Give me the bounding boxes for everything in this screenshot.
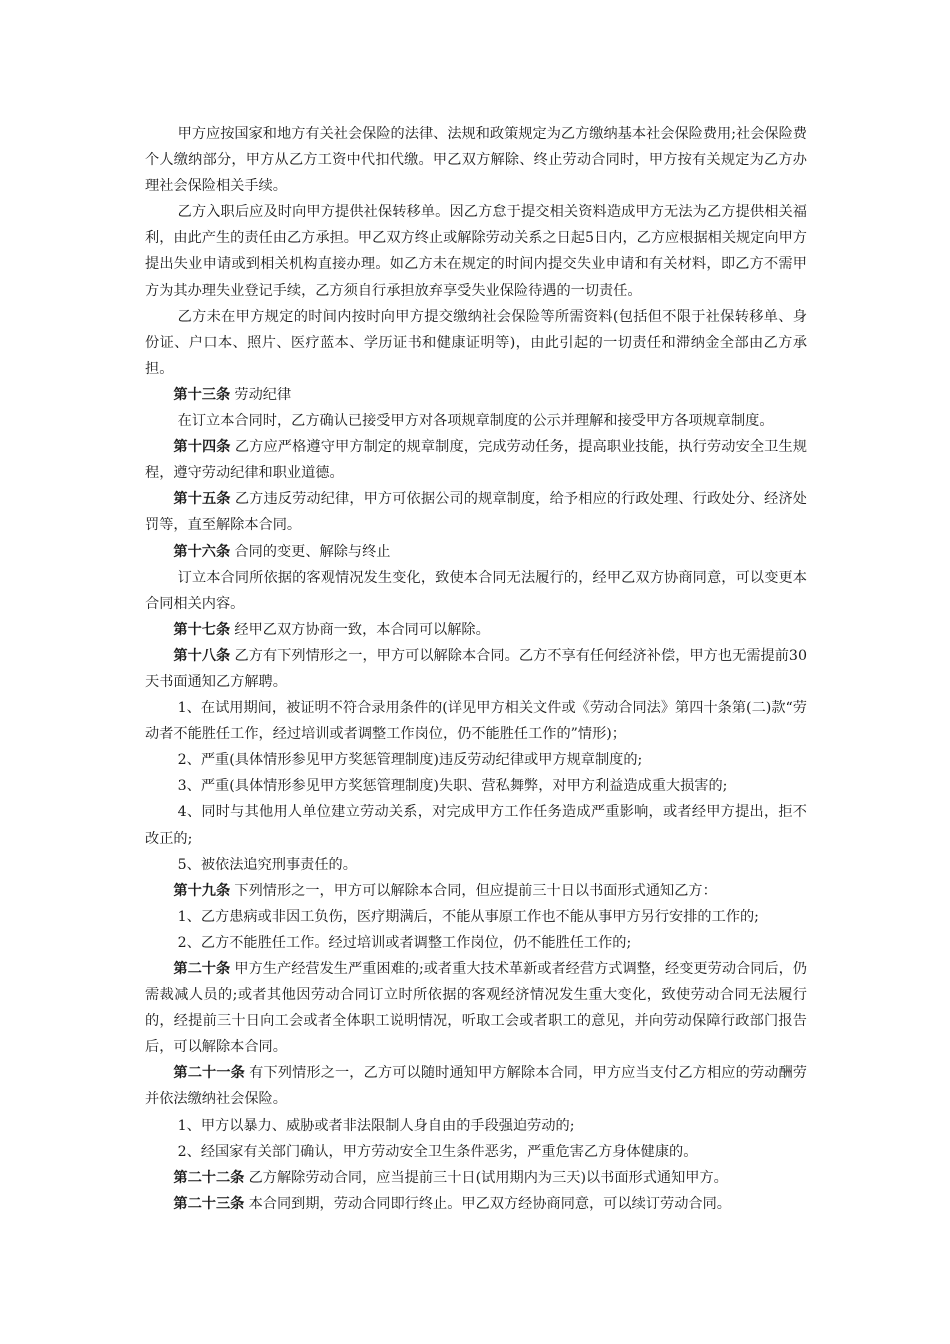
- paragraph-social-transfer: [145, 199, 807, 303]
- clause-heading: 第二十一条: [173, 1065, 245, 1082]
- clause-19: [145, 878, 807, 904]
- paragraph-text: 3、严重(具体情形参见甲方奖惩管理制度)失职、营私舞弊，对甲方利益造成重大损害的;: [177, 778, 728, 795]
- clause-heading: 第十五条: [173, 491, 231, 508]
- paragraph-text: 乙方入职后应及时向甲方提供社保转移单。因乙方怠于提交相关资料造成甲方无法为乙方提供相关福利，由此产生的责任由乙方承担。甲乙双方终止或解除劳动关系之日起5日内，乙方应根据相关规定向甲方提出失业申请或到相关机构直接办理。如乙方未在规定的时间内提交失业申请和有关材料，即乙方不需甲方为其办理失业登记手续，乙方须自行承担放弃享受失业保险待遇的一切责任。: [145, 204, 807, 299]
- paragraph-text: 乙方应严格遵守甲方制定的规章制度，完成劳动任务，提高职业技能，执行劳动安全卫生规程，遵守劳动纪律和职业道德。: [145, 439, 807, 482]
- clause-heading: 第十九条: [173, 882, 231, 899]
- clause-17: [145, 617, 807, 643]
- clause-21-item-1: [145, 1113, 807, 1139]
- paragraph-social-insurance: [145, 121, 807, 199]
- paragraph-text: 有下列情形之一，乙方可以随时通知甲方解除本合同，甲方应当支付乙方相应的劳动酬劳并依法缴纳社会保险。: [145, 1065, 807, 1108]
- paragraph-text: 经甲乙双方协商一致，本合同可以解除。: [234, 621, 490, 638]
- paragraph-text: 乙方违反劳动纪律，甲方可依据公司的规章制度，给予相应的行政处理、行政处分、经济处罚等，直至解除本合同。: [145, 491, 807, 534]
- clause-18-item-4: [145, 799, 807, 851]
- paragraph-text: 2、经国家有关部门确认，甲方劳动安全卫生条件恶劣，严重危害乙方身体健康的。: [177, 1143, 698, 1160]
- clause-18-item-3: [145, 773, 807, 799]
- clause-18-item-5: [145, 852, 807, 878]
- clause-13-title: [145, 382, 807, 408]
- paragraph-text: 劳动纪律: [234, 386, 292, 403]
- paragraph-text: 4、同时与其他用人单位建立劳动关系，对完成甲方工作任务造成严重影响，或者经甲方提出，拒不改正的;: [145, 804, 807, 847]
- clause-heading: 第十八条: [173, 647, 231, 664]
- clause-heading: 第二十二条: [173, 1169, 245, 1186]
- paragraph-text: 本合同到期，劳动合同即行终止。甲乙双方经协商同意，可以续订劳动合同。: [248, 1195, 731, 1212]
- paragraph-text: 甲方应按国家和地方有关社会保险的法律、法规和政策规定为乙方缴纳基本社会保险费用;社会保险费个人缴纳部分，甲方从乙方工资中代扣代缴。甲乙双方解除、终止劳动合同时，甲方按有关规定为乙方办理社会保险相关手续。: [145, 126, 807, 195]
- paragraph-text: 2、严重(具体情形参见甲方奖惩管理制度)违反劳动纪律或甲方规章制度的;: [177, 752, 643, 769]
- paragraph-text: 下列情形之一，甲方可以解除本合同，但应提前三十日以书面形式通知乙方：: [234, 882, 717, 899]
- clause-23: [145, 1191, 807, 1217]
- clause-heading: 第十四条: [173, 439, 231, 456]
- clause-14: [145, 434, 807, 486]
- paragraph-text: 1、乙方患病或非因工负伤，医疗期满后，不能从事原工作也不能从事甲方另行安排的工作的;: [177, 908, 759, 925]
- document-body: [145, 121, 807, 1217]
- clause-22: [145, 1165, 807, 1191]
- clause-heading: 第十七条: [173, 621, 231, 638]
- clause-19-item-1: [145, 904, 807, 930]
- paragraph-text: 甲方生产经营发生严重困难的;或者重大技术革新或者经营方式调整，经变更劳动合同后，仍需裁减人员的;或者其他因劳动合同订立时所依据的客观经济情况发生重大变化，致使劳动合同无法履行的，经提前三十日向工会或者全体职工说明情况，听取工会或者职工的意见，并向劳动保障行政部门报告后，可以解除本合同。: [145, 961, 807, 1056]
- clause-15: [145, 486, 807, 538]
- paragraph-materials: [145, 304, 807, 382]
- clause-19-item-2: [145, 930, 807, 956]
- paragraph-text: 合同的变更、解除与终止: [234, 543, 391, 560]
- clause-18-item-1: [145, 695, 807, 747]
- clause-heading: 第二十三条: [173, 1195, 245, 1212]
- clause-13-body: [145, 408, 807, 434]
- paragraph-text: 2、乙方不能胜任工作。经过培训或者调整工作岗位，仍不能胜任工作的;: [177, 934, 632, 951]
- paragraph-text: 订立本合同所依据的客观情况发生变化，致使本合同无法履行的，经甲乙双方协商同意，可以变更本合同相关内容。: [145, 569, 807, 612]
- clause-16-title: [145, 539, 807, 565]
- clause-18-item-2: [145, 747, 807, 773]
- paragraph-text: 1、在试用期间，被证明不符合录用条件的(详见甲方相关文件或《劳动合同法》第四十条第(二)款“劳动者不能胜任工作，经过培训或者调整工作岗位，仍不能胜任工作的”情形)；: [145, 700, 807, 743]
- paragraph-text: 5、被依法追究刑事责任的。: [177, 856, 357, 873]
- clause-21: [145, 1060, 807, 1112]
- paragraph-text: 乙方解除劳动合同，应当提前三十日(试用期内为三天)以书面形式通知甲方。: [248, 1169, 728, 1186]
- paragraph-text: 乙方未在甲方规定的时间内按时向甲方提交缴纳社会保险等所需资料(包括但不限于社保转移单、身份证、户口本、照片、医疗蓝本、学历证书和健康证明等)，由此引起的一切责任和滞纳金全部由乙方承担。: [145, 308, 807, 377]
- clause-18: [145, 643, 807, 695]
- clause-21-item-2: [145, 1139, 807, 1165]
- clause-heading: 第二十条: [173, 961, 231, 977]
- paragraph-text: 乙方有下列情形之一，甲方可以解除本合同。乙方不享有任何经济补偿，甲方也无需提前30天书面通知乙方解聘。: [145, 647, 807, 690]
- paragraph-text: 1、甲方以暴力、威胁或者非法限制人身自由的手段强迫劳动的;: [177, 1117, 575, 1134]
- clause-heading: 第十三条: [173, 386, 231, 403]
- clause-20: [145, 956, 807, 1060]
- clause-16-body: [145, 565, 807, 617]
- clause-heading: 第十六条: [173, 543, 231, 560]
- paragraph-text: 在订立本合同时，乙方确认已接受甲方对各项规章制度的公示并理解和接受甲方各项规章制度。: [177, 413, 774, 430]
